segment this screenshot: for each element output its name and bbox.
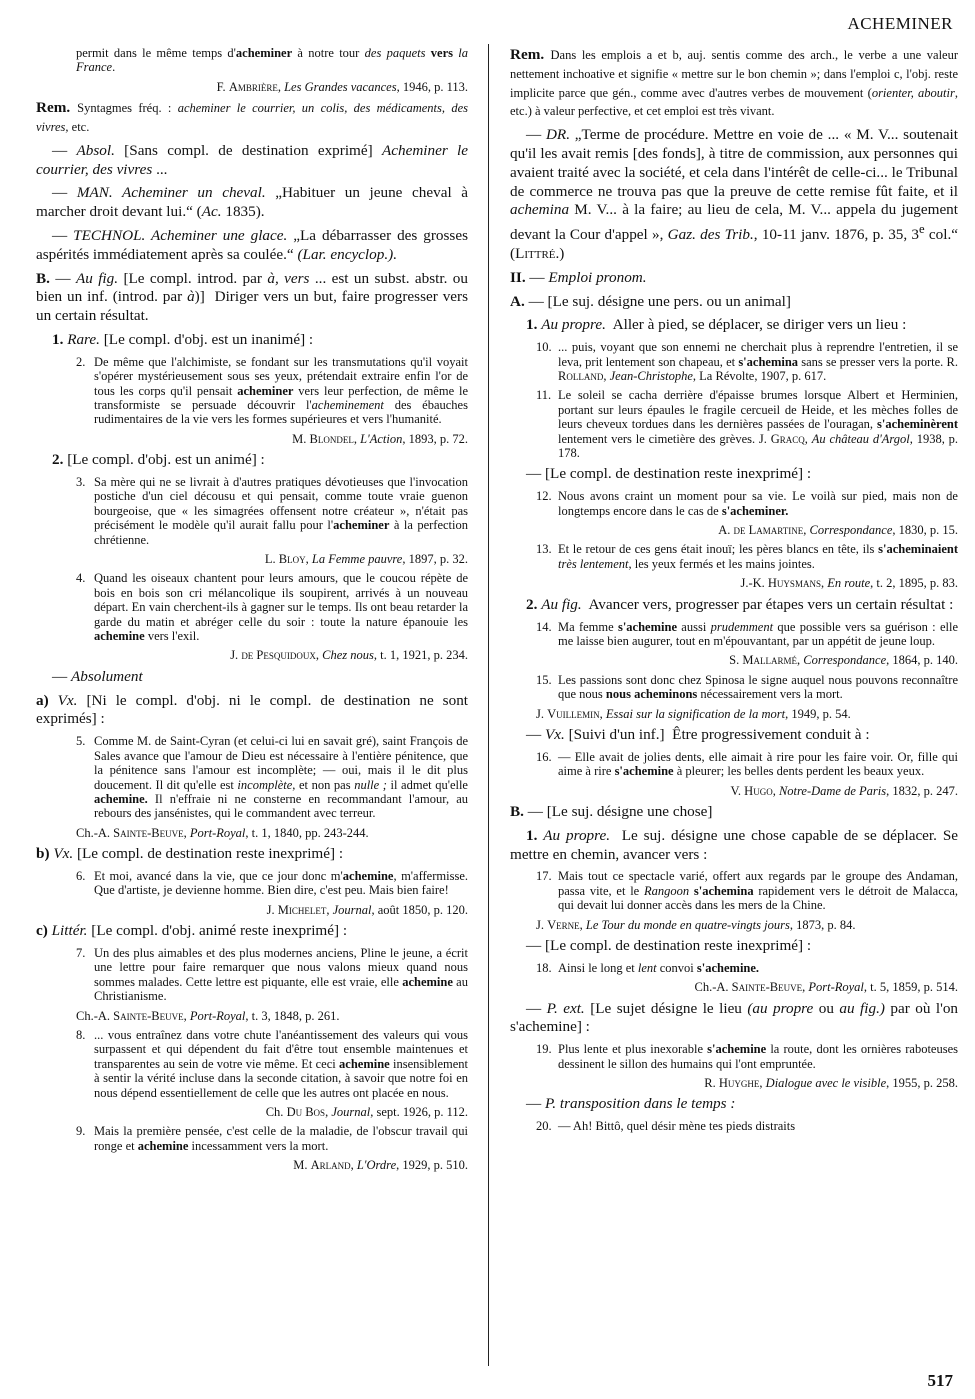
left-column xyxy=(36,46,468,1178)
citation-number: 15. xyxy=(536,672,552,687)
citation-source: F. Ambrière, Les Grandes vacances, 1946, p. 113. xyxy=(216,79,468,94)
citation-text: Les passions sont donc chez Spinosa le signe auquel nous pouvons reconnaître que nous nous acheminons nécessairement vers la mort. xyxy=(558,672,958,702)
citation-number: 20. xyxy=(536,1119,552,1134)
citation-source: L. Bloy, La Femme pauvre, 1897, p. 32. xyxy=(264,552,468,567)
citation-source: V. Hugo, Notre-Dame de Paris, 1832, p. 247. xyxy=(730,783,958,798)
citation-text: De même que l'alchimiste, se fondant sur les transmutations qu'il voyait s'opérer mystérieusement sous ses yeux, prétendait extraire enfin l'or de tous les corps qu'il pensait acheminer vers leur perfection, de même le transformiste se persuade découvrir l'acheminement des ébauches rudimentaires de la vie vers les formes supérieures et vers l'humanité. xyxy=(94,354,468,427)
citation-number: 7. xyxy=(76,945,86,960)
citation-number: 5. xyxy=(76,734,86,749)
citation-9 xyxy=(36,1124,468,1153)
column-divider xyxy=(488,44,489,1366)
citation-4 xyxy=(36,571,468,643)
citation-text: Quand les oiseaux chantent pour leurs amours, que le coucou répète de bois en bois son cri mélancolique ils soupirent, arrivés à un nouveau départ. En vain cherchent-ils à gagner sur le temps. Ils ont beau retarder la garde du matin et abréger celle du soir : toute la nature épanouie les achemine vers l'exil. xyxy=(94,571,468,644)
citation-11 xyxy=(510,388,958,460)
citation-number: 11. xyxy=(536,388,552,403)
citation-number: 16. xyxy=(536,749,552,764)
citation-16 xyxy=(510,750,958,779)
citation-text: — Ah! Bittô, quel désir mène tes pieds distraits xyxy=(558,1119,796,1134)
citation-2 xyxy=(36,355,468,427)
page-number: 517 xyxy=(927,1371,953,1390)
citation-12 xyxy=(510,489,958,518)
definition-paragraph: c) Littér. [Le compl. d'obj. animé reste inexprimé] : xyxy=(36,922,348,940)
continuation-text: Ch.-A. Sainte-Beuve, Port-Royal, t. 1, 1840, pp. 243-244. xyxy=(76,825,369,840)
citation-20 xyxy=(510,1119,958,1133)
citation-text: Comme M. de Saint-Cyran (et celui-ci lui en savait gré), saint François de Sales avance que l'amour de Dieu est nécessaire à l'entière pénitence, que la pénitence sans l'amour est incomplète; — oui, mais il le dit plus doucement. Il dit qu'elle est incomplète, et non pas nulle ; il admet qu'elle achemine. Il n'effraie ni ne consterne en recommandant l'amour, au rebours des jansénistes, qui le commandent avec terreur. xyxy=(94,734,468,821)
citation-number: 19. xyxy=(536,1042,552,1057)
citation-number: 12. xyxy=(536,489,552,504)
definition-paragraph: — P. transposition dans le temps : xyxy=(526,1095,736,1113)
definition-paragraph: B. — Au fig. [Le compl. introd. par à, vers ... est un subst. abstr. ou bien un inf. (introd. par à)] Diriger vers un but, faire progresser vers un certain résultat. xyxy=(36,269,468,325)
citation-text: ... vous entraînez dans votre chute l'anéantissement des valeurs qui vous surpassent et qui dépendent du fait d'être tout ensemble maintenues et transparentes au sein de votre vie même. Et ceci achemine insensiblement à sentir la vérité incluse dans la seconde citation, à savoir que notre foi en nous dépend essentiellement de celle que les autres ont placée en nous. xyxy=(94,1027,468,1100)
definition-paragraph: II. — Emploi pronom. xyxy=(510,268,647,286)
citation-text: Mais la première pensée, c'est celle de la maladie, de l'obscur travail qui ronge et achemine incessamment vers la mort. xyxy=(94,1124,468,1153)
citation-source: Ch.-A. Sainte-Beuve, Port-Royal, t. 5, 1859, p. 514. xyxy=(694,980,958,995)
citation-number: 13. xyxy=(536,542,552,557)
continuation-text: permit dans le même temps d'acheminer à notre tour des paquets vers la France. xyxy=(76,46,469,75)
citation-10 xyxy=(510,340,958,383)
citation-text: Plus lente et plus inexorable s'achemine la route, dont les ornières raboteuses dessinent le sillon des humains qui l'ont empruntée. xyxy=(558,1042,958,1071)
citation-source: S. Mallarmé, Correspondance, 1864, p. 140. xyxy=(729,653,958,668)
citation-19 xyxy=(510,1042,958,1071)
citation-text: Sa mère qui ne se livrait à d'autres pratiques dévotieuses que l'invocation postiche d'un ciel décousu et qui pensait, comme toute vraie guenon bourgeoise, que « les simagrées offensent notre créateur », n'était pas précisément le modèle qu'il aurait fallu pour l'acheminer à la perfection chrétienne. xyxy=(94,475,468,547)
definition-paragraph: B. — [Le suj. désigne une chose] xyxy=(510,802,713,820)
continuation-text: Ch.-A. Sainte-Beuve, Port-Royal, t. 3, 1848, p. 261. xyxy=(76,1008,340,1023)
citation-source: M. Blondel, L'Action, 1893, p. 72. xyxy=(292,431,468,446)
definition-paragraph: — Absol. [Sans compl. de destination exprimé] Acheminer le courrier, des vivres ... xyxy=(36,141,469,178)
citation-number: 3. xyxy=(76,475,86,490)
definition-paragraph: 2. [Le compl. d'obj. est un animé] : xyxy=(52,451,265,469)
definition-paragraph: — [Le compl. de destination reste inexprimé] : xyxy=(526,465,812,483)
citation-source: Ch. Du Bos, Journal, sept. 1926, p. 112. xyxy=(265,1105,468,1119)
citation-number: 14. xyxy=(536,619,552,634)
citation-number: 4. xyxy=(76,571,86,586)
citation-text: — Elle avait de jolies dents, elle aimait à rire pour les faire voir. Or, fille qui aime à rire s'achemine à pleurer; les belles dents perdent les beaux yeux. xyxy=(558,749,958,779)
continuation-text: J. Verne, Le Tour du monde en quatre-vingts jours, 1873, p. 84. xyxy=(536,917,856,932)
citation-6 xyxy=(36,869,468,898)
citation-number: 8. xyxy=(76,1027,86,1042)
citation-source: M. Arland, L'Ordre, 1929, p. 510. xyxy=(293,1158,468,1173)
citation-text: Nous avons craint un moment pour sa vie. Le voilà sur pied, mais non de longtemps encore dans le cas de s'acheminer. xyxy=(558,489,958,518)
citation-text: Et moi, avancé dans la vie, que ce jour donc m'achemine, m'affermisse. Que d'artiste, je devienne homme. Bien dire, c'est peu. Mais bien faire! xyxy=(94,868,468,898)
citation-source: A. de Lamartine, Correspondance, 1830, p. 15. xyxy=(718,523,958,538)
citation-text: Ma femme s'achemine aussi prudemment que possible vers sa guérison : elle me laisse bien augurer, tout en m'épouvantant, par un appétit de jeune loup. xyxy=(558,619,958,648)
citation-source: R. Huyghe, Dialogue avec le visible, 1955, p. 258. xyxy=(704,1075,958,1090)
definition-paragraph: Rem. Syntagmes fréq. : acheminer le courrier, un colis, des médicaments, des vivres, etc. xyxy=(36,99,468,135)
right-column xyxy=(510,46,958,1139)
citation-text: Mais tout ce spectacle varié, offert aux regards par le groupe des Andaman, passa vite, et le Rangoon s'achemina rapidement vers le détroit de Malacca, qui devait lui donner accès dans les mers de la Chine. xyxy=(558,869,959,913)
citation-text: Ainsi le long et lent convoi s'achemine. xyxy=(558,960,760,975)
citation-number: 10. xyxy=(536,340,552,355)
definition-paragraph: — [Le compl. de destination reste inexprimé] : xyxy=(526,936,812,954)
citation-text: Le soleil se cacha derrière d'épaisse brumes lorsque Albert et Herminien, portant sur leurs épaules le fragile cercueil de Heide, et les mèches folles de leurs cheveux tordues dans les dernières passées de l'ouragan, s'acheminèrent lentement vers le cimetière des grèves. J. Gracq, Au château d'Argol, 1938, p. 178. xyxy=(558,388,959,461)
definition-paragraph: A. — [Le suj. désigne une pers. ou un animal] xyxy=(510,292,791,310)
citation-14 xyxy=(510,620,958,649)
definition-paragraph: Rem. Dans les emplois a et b, auj. sentis comme des arch., le verbe a une valeur nettement inchoative et signifie « mettre sur le bon chemin »; dans l'emploi c, l'obj. reste implicite parce que gén., comme avec d'autres verbes de mouvement (orienter, aboutir, etc.) à valeur perfective, et cet emploi est très vivant. xyxy=(510,46,959,119)
definition-paragraph: — TECHNOL. Acheminer une glace. „La débarrasser des grosses aspérités immédiatement après sa coulée.“ (Lar. encyclop.). xyxy=(36,227,468,263)
citation-number: 17. xyxy=(536,869,552,884)
citation-7 xyxy=(36,946,468,1004)
definition-paragraph: — P. ext. [Le sujet désigne le lieu (au propre ou au fig.) par où l'on s'achemine] : xyxy=(510,999,959,1036)
citation-3 xyxy=(36,475,468,547)
citation-source: J. de Pesquidoux, Chez nous, t. 1, 1921, p. 234. xyxy=(230,648,468,663)
citation-number: 2. xyxy=(76,354,86,369)
definition-paragraph: b) Vx. [Le compl. de destination reste inexprimé] : xyxy=(36,845,344,863)
citation-8 xyxy=(36,1028,468,1100)
citation-text: ... puis, voyant que son ennemi ne cherchait plus à reprendre l'entretien, il se leva, prit lentement son chapeau, et s'achemina sans se presser vers la porte. R. Rolland, Jean-Christophe, La Révolte, 1907, p. 617. xyxy=(558,340,958,384)
citation-15 xyxy=(510,673,958,702)
definition-paragraph: — DR. „Terme de procédure. Mettre en voie de ... « M. V... soutenait qu'il les avait remis [des fonds], à titre de commission, aux personnes qui avaient traité avec la société, et cela dans l'intérêt de celle-ci... le Tribunal de commerce ne trouva pas que la preuve de cette remise fût faite, et il achemina M. V... à la faire; au lieu de cela, M. V... appela du jugement devant la Cour d'appel », Gaz. des Trib., 10-11 janv. 1876, p. 35, 3e col.“ (Littré.) xyxy=(510,126,959,263)
citation-number: 6. xyxy=(76,868,86,883)
citation-text: Un des plus aimables et des plus modernes anciens, Pline le jeune, a écrit une lettre pour faire remarquer que nous valons mieux quand nous sommes malades. Cette lettre est piquante, elle est vraie, elle achemine au Christianisme. xyxy=(94,945,468,1004)
citation-number: 9. xyxy=(76,1124,86,1139)
citation-18 xyxy=(510,961,958,975)
definition-paragraph: — Absolument xyxy=(52,667,143,685)
citation-text: Et le retour de ces gens était inouï; les pères blancs en tête, ils s'acheminaient très lentement, les yeux fermés et les mains jointes. xyxy=(558,542,958,571)
definition-paragraph: — MAN. Acheminer un cheval. „Habituer un jeune cheval à marcher droit devant lui.“ (Ac. 1835). xyxy=(36,184,469,221)
definition-paragraph: 1. Au propre. Aller à pied, se déplacer, se diriger vers un lieu : xyxy=(526,316,907,334)
definition-paragraph: 1. Rare. [Le compl. d'obj. est un inanimé] : xyxy=(52,330,314,348)
definition-paragraph: a) Vx. [Ni le compl. d'obj. ni le compl. de destination ne sont exprimés] : xyxy=(36,691,469,728)
running-head: ACHEMINER xyxy=(847,14,953,33)
definition-paragraph: 1. Au propre. Le suj. désigne une chose capable de se déplacer. Se mettre en chemin, avancer vers : xyxy=(510,826,959,863)
definition-paragraph: 2. Au fig. Avancer vers, progresser par étapes vers un certain résultat : xyxy=(526,595,954,613)
definition-paragraph: — Vx. [Suivi d'un inf.] Être progressivement conduit à : xyxy=(526,725,870,743)
citation-number: 18. xyxy=(536,960,552,975)
citation-13 xyxy=(510,542,958,571)
citation-17 xyxy=(510,869,958,912)
continuation-text: J. Vuillemin, Essai sur la signification de la mort, 1949, p. 54. xyxy=(536,706,851,721)
citation-source: J.-K. Huysmans, En route, t. 2, 1895, p. 83. xyxy=(740,576,958,591)
citation-source: J. Michelet, Journal, août 1850, p. 120. xyxy=(266,902,468,917)
citation-5 xyxy=(36,734,468,820)
